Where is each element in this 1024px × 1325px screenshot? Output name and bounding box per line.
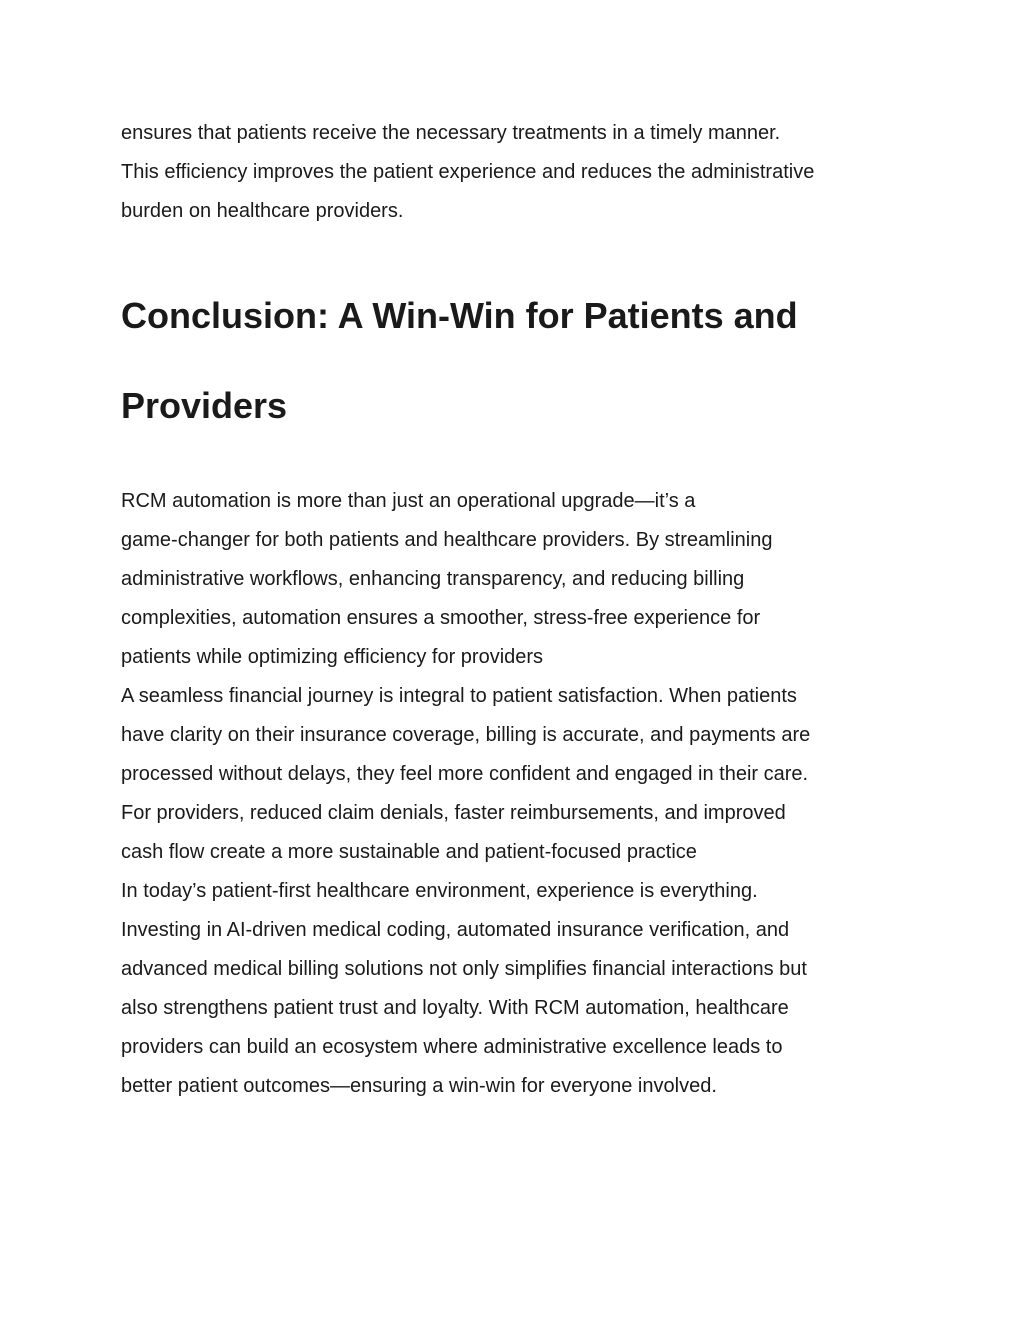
document-page xyxy=(121,114,921,1106)
text-line: administrative workflows, enhancing transparency, and reducing billing xyxy=(121,568,745,590)
text-line: ensures that patients receive the necessary treatments in a timely manner. xyxy=(121,122,781,144)
text-line: In today’s patient-first healthcare environment, experience is everything. xyxy=(121,880,758,902)
text-line: cash flow create a more sustainable and patient-focused practice xyxy=(121,841,697,863)
text-line: This efficiency improves the patient experience and reduces the administrative xyxy=(121,161,815,183)
intro-paragraph xyxy=(121,114,921,231)
text-line: processed without delays, they feel more confident and engaged in their care. xyxy=(121,763,809,785)
text-line: providers can build an ecosystem where administrative excellence leads to xyxy=(121,1036,783,1058)
text-line: game-changer for both patients and healthcare providers. By streamlining xyxy=(121,529,773,551)
text-line: complexities, automation ensures a smoother, stress-free experience for xyxy=(121,607,761,629)
text-line: RCM automation is more than just an operational upgrade—it’s a xyxy=(121,490,696,512)
conclusion-body xyxy=(121,482,921,1106)
text-line: also strengthens patient trust and loyalty. With RCM automation, healthcare xyxy=(121,997,789,1019)
text-line: patients while optimizing efficiency for providers xyxy=(121,646,544,668)
text-line: better patient outcomes—ensuring a win-win for everyone involved. xyxy=(121,1075,717,1097)
text-line: have clarity on their insurance coverage, billing is accurate, and payments are xyxy=(121,724,811,746)
heading-line: Providers xyxy=(121,385,288,426)
section-heading xyxy=(121,271,921,451)
text-line: A seamless financial journey is integral to patient satisfaction. When patients xyxy=(121,685,797,707)
heading-line: Conclusion: A Win-Win for Patients and xyxy=(121,295,798,336)
text-line: For providers, reduced claim denials, faster reimbursements, and improved xyxy=(121,802,786,824)
text-line: advanced medical billing solutions not only simplifies financial interactions but xyxy=(121,958,807,980)
text-line: Investing in AI-driven medical coding, automated insurance verification, and xyxy=(121,919,790,941)
text-line: burden on healthcare providers. xyxy=(121,200,404,222)
